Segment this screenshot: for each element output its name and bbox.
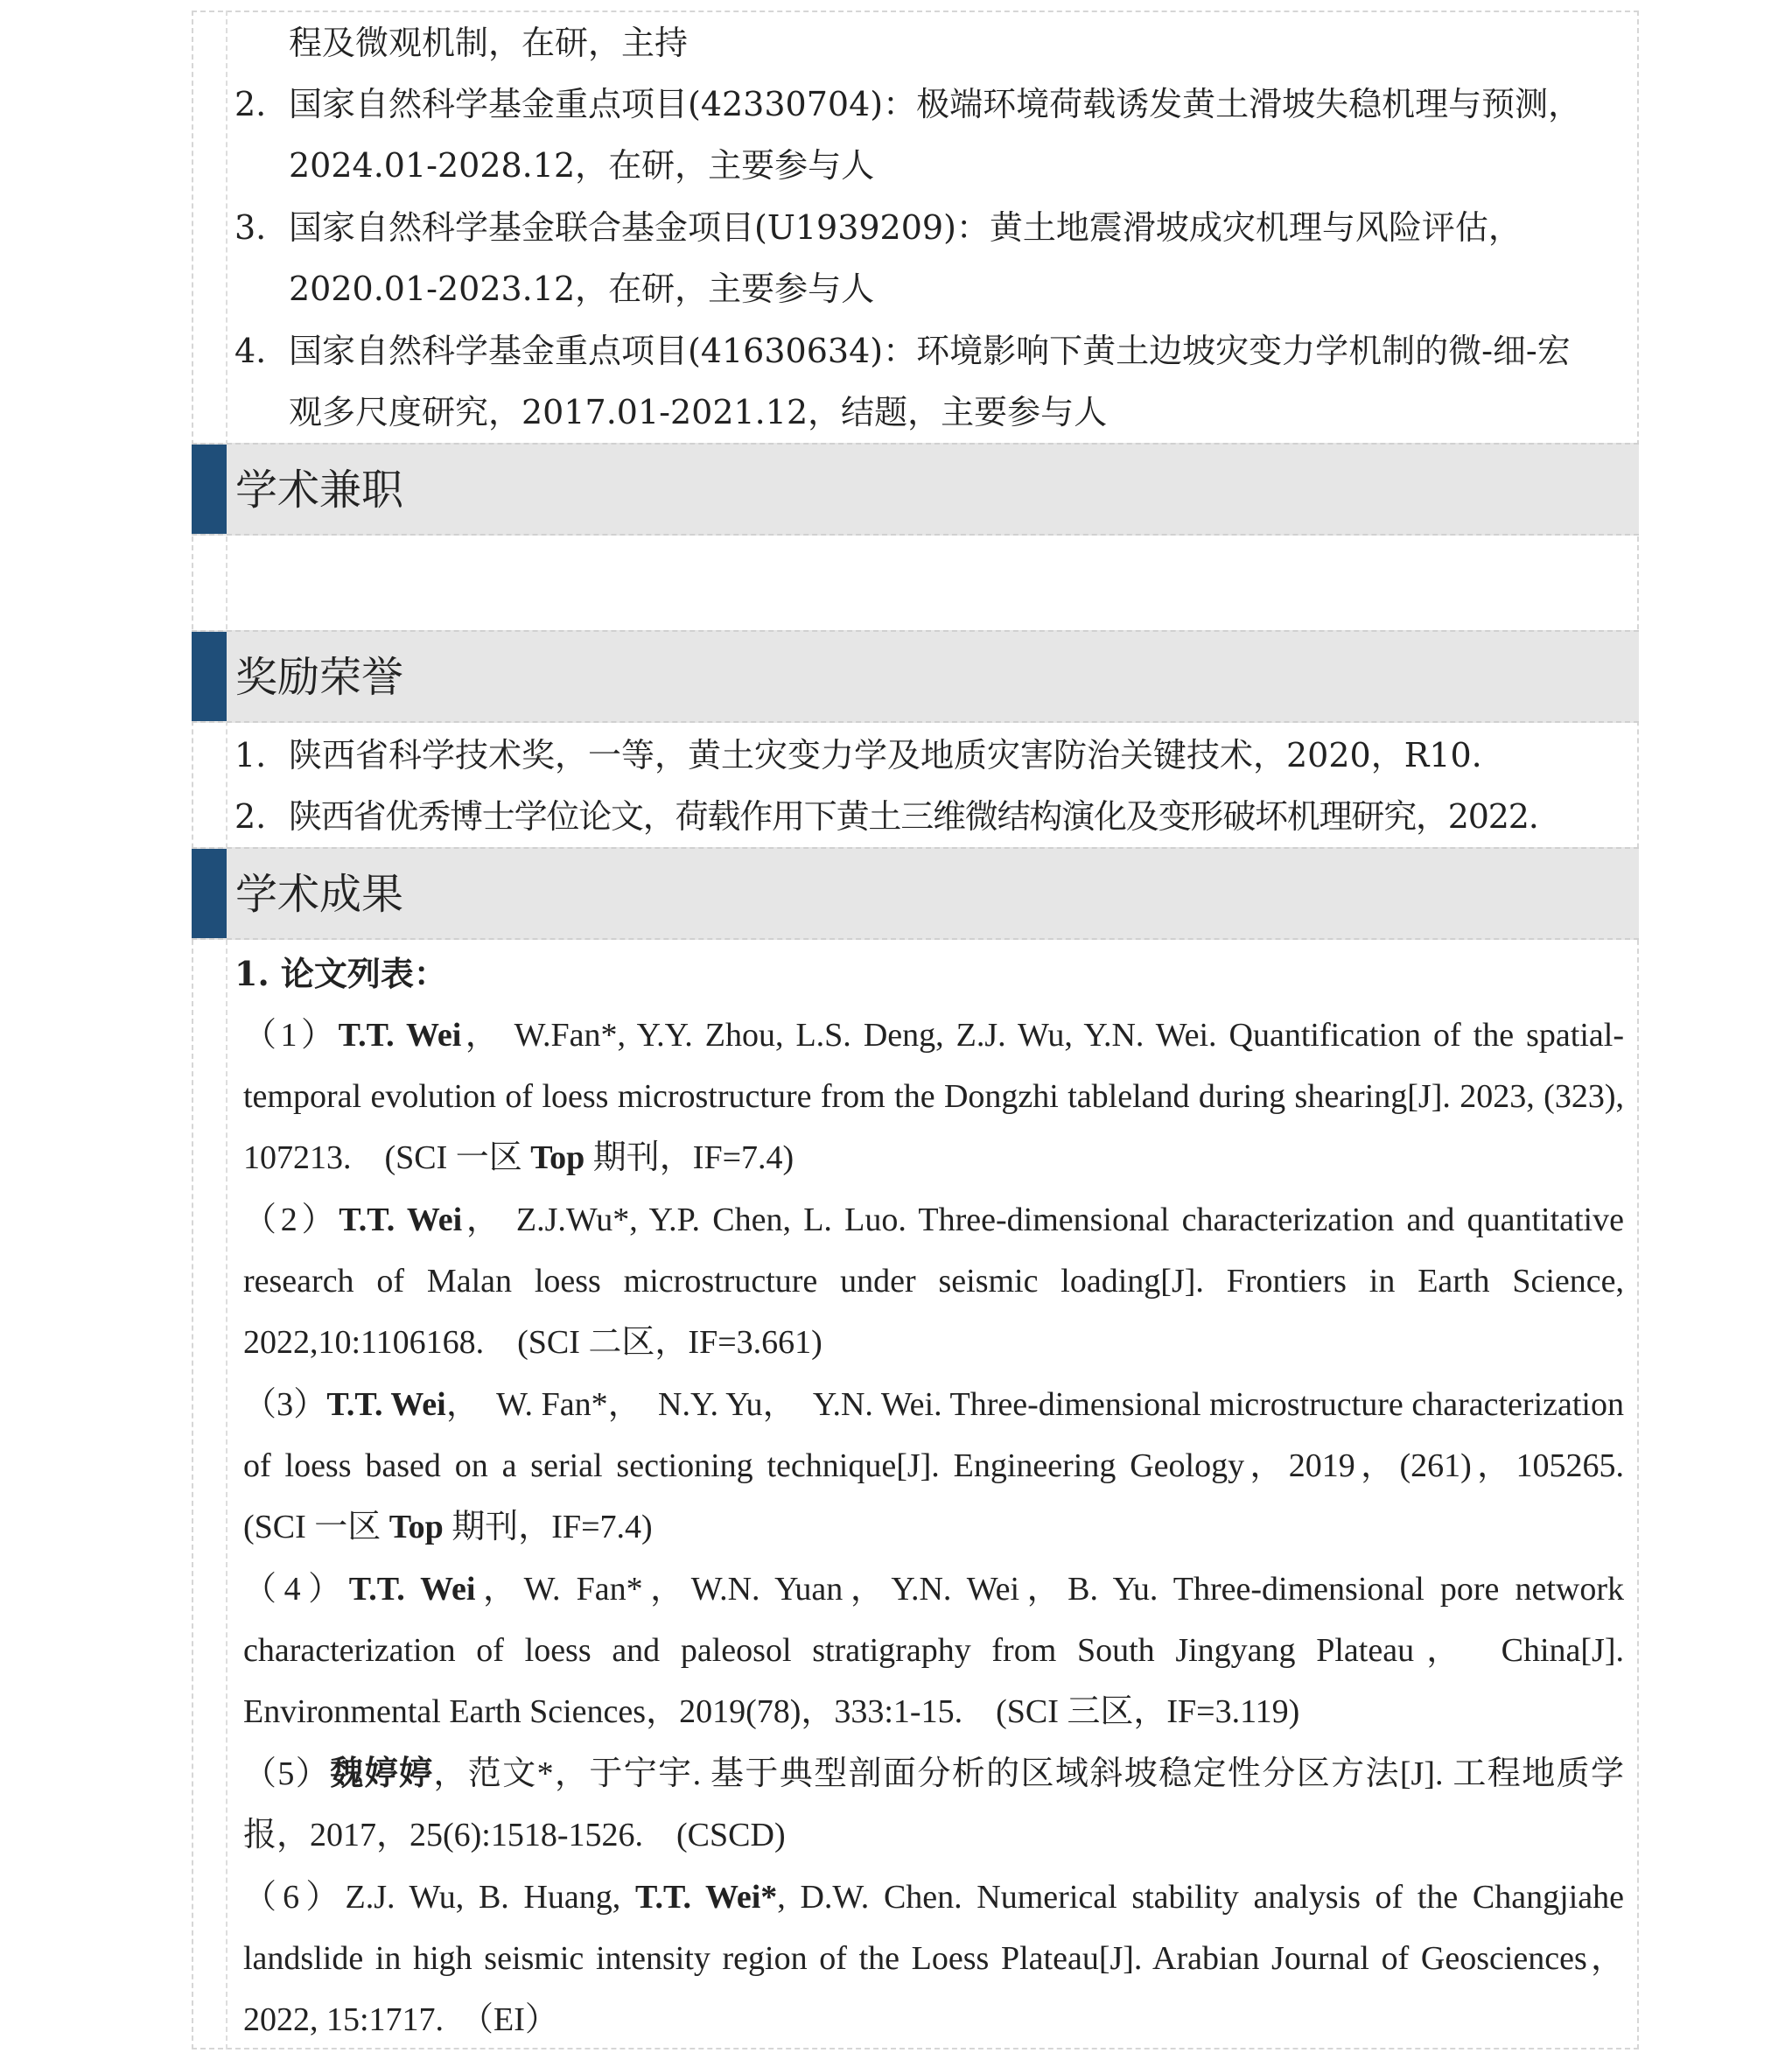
award-text: 陕西省科学技术奖，一等，黄土灾变力学及地质灾害防治关键技术，2020，R10.	[289, 736, 1482, 774]
paper-author-bold: 魏婷婷	[330, 1755, 434, 1792]
section-header-achievements	[192, 847, 1639, 940]
section-accent-bar	[192, 445, 227, 534]
paper-text: ，W. Fan*，W.N. Yuan，Y.N. Wei，B. Yu. Three-dimensional pore network characterization of loess and paleosol stratigraphy from South Jingyang Plateau， China[J]. Environmental Earth Sciences，2019(78)，333:1-15. (SCI 三区，IF=3.119)	[243, 1571, 1624, 1730]
paper-number: （5）	[243, 1755, 331, 1792]
paper-entry	[243, 1867, 1624, 2050]
project-item-3-line2: 2020.01-2023.12，在研，主要参与人	[289, 270, 875, 308]
project-text: 国家自然科学基金重点项目(42330704)：极端环境荷载诱发黄土滑坡失稳机理与预测，	[289, 85, 1582, 123]
project-item-1-continuation: 程及微观机制，在研，主持	[289, 24, 689, 62]
project-item-2-line2: 2024.01-2028.12，在研，主要参与人	[289, 146, 875, 185]
section-header-academic-positions	[192, 443, 1639, 536]
section-header-awards	[192, 630, 1639, 723]
section-accent-bar	[192, 632, 227, 721]
award-text: 陕西省优秀博士学位论文，荷载作用下黄土三维微结构演化及变形破坏机理研究，2022.	[289, 797, 1538, 836]
paper-text-end: , D.W. Chen. Numerical stability analysis of the Changjiahe landslide in high seismic intensity region of the Loess Plateau[J]. Arabian Journal of Geosciences，2022, 15:1717. （EI）	[243, 1879, 1624, 2038]
paper-author-bold: T.T. Wei	[339, 1202, 463, 1238]
paper-entry	[243, 1005, 1624, 1188]
paper-text: Z.J. Wu, B. Huang,	[345, 1879, 635, 1916]
paper-author-bold: T.T. Wei*	[634, 1879, 778, 1916]
paper-number: （6）	[243, 1879, 346, 1916]
paper-author-bold: T.T. Wei	[348, 1571, 476, 1608]
section-title: 学术兼职	[235, 466, 404, 515]
paper-number: （2）	[243, 1202, 340, 1238]
paper-entry	[243, 1374, 1658, 1558]
paper-text: ， W.Fan*, Y.Y. Zhou, L.S. Deng, Z.J. Wu, Y.N. Wei. Quantification of the spatial-temporal evolution of loess microstructure from the Dongzhi tableland during shearing[J]. 2023, (323), 107213. (SCI 一区	[243, 1017, 1624, 1176]
section-accent-bar	[192, 849, 227, 938]
section-title: 奖励荣誉	[235, 653, 404, 702]
paper-journal-tier: Top	[530, 1139, 585, 1176]
paper-journal-tier: Top	[388, 1509, 444, 1545]
paper-number: （3）	[243, 1386, 327, 1423]
paper-text-end: 期刊，IF=7.4)	[443, 1509, 653, 1545]
list-number: 2.	[234, 797, 267, 836]
list-number: 2.	[234, 85, 267, 123]
list-number: 4.	[234, 332, 267, 370]
academic-positions-body	[192, 537, 1639, 628]
paper-text-end: 期刊，IF=7.4)	[584, 1139, 794, 1176]
project-text: 国家自然科学基金重点项目(41630634)：环境影响下黄土边坡灾变力学机制的微-细-宏	[289, 332, 1571, 370]
paper-text: ，范文*，于宁宇. 基于典型剖面分析的区域斜坡稳定性分区方法[J]. 工程地质学报，2017，25(6):1518-1526. (CSCD)	[243, 1755, 1624, 1853]
left-guide-line	[226, 11, 228, 2049]
paper-entry	[243, 1559, 1624, 1742]
paper-text: ， Z.J.Wu*, Y.P. Chen, L. Luo. Three-dimensional characterization and quantitative research of Malan loess microstructure under seismic loading[J]. Frontiers in Earth Science, 2022,10:1106168. (SCI 二区，IF=3.661)	[243, 1202, 1624, 1361]
section-title: 学术成果	[235, 870, 404, 919]
project-item-4-line2: 观多尺度研究，2017.01-2021.12，结题，主要参与人	[289, 393, 1108, 431]
paper-number: （1）	[243, 1017, 339, 1054]
papers-heading: 1. 论文列表：	[234, 954, 447, 993]
project-text: 国家自然科学基金联合基金项目(U1939209)：黄土地震滑坡成灾机理与风险评估，	[289, 208, 1522, 247]
paper-entry	[243, 1743, 1624, 1866]
list-number: 1.	[234, 736, 267, 774]
paper-entry	[243, 1189, 1624, 1373]
paper-number: （4）	[243, 1571, 349, 1608]
paper-text: ， W. Fan*， N.Y. Yu， Y.N. Wei. Three-dimensional microstructure characterization of loess based on a serial sectioning technique[J]. Engineering Geology，2019，(261)，105265. (SCI 一区	[243, 1386, 1658, 1545]
paper-author-bold: T.T. Wei	[326, 1386, 446, 1423]
list-number: 3.	[234, 208, 267, 247]
paper-author-bold: T.T. Wei	[338, 1017, 462, 1054]
